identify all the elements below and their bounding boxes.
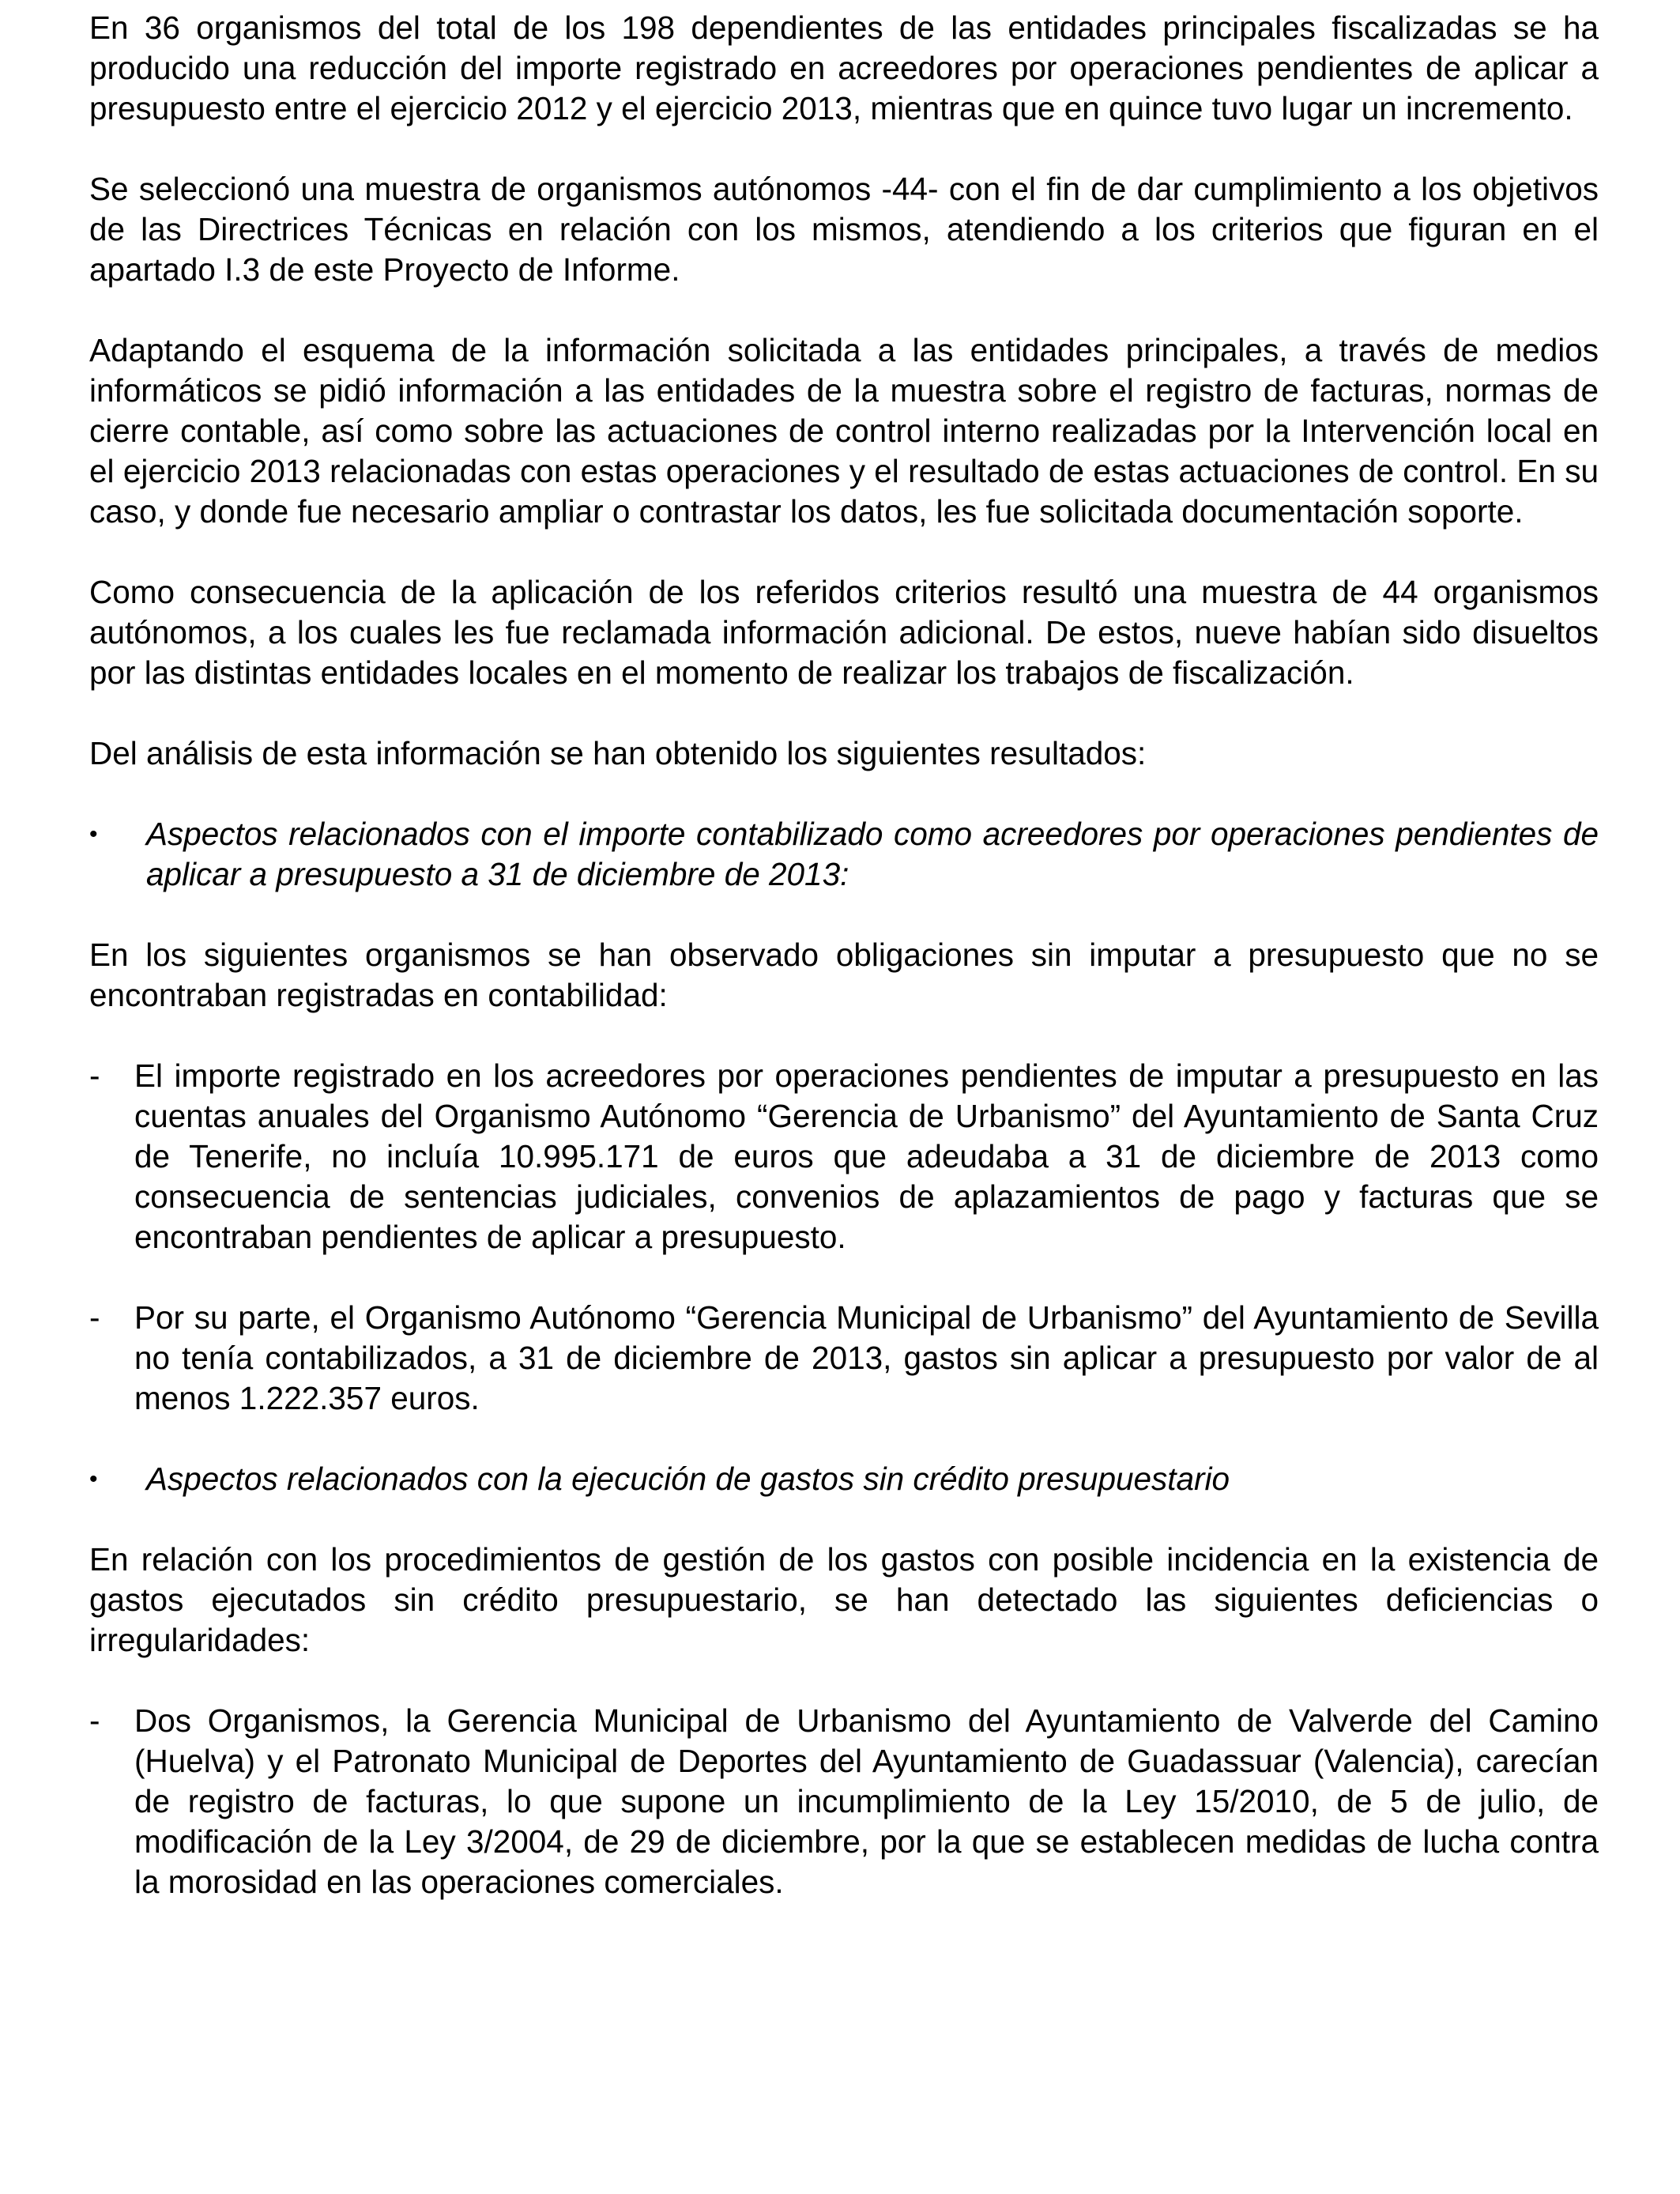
dash-list-item	[89, 1056, 1599, 1257]
bullet-marker: •	[89, 821, 98, 847]
document-page	[89, 8, 1599, 1943]
paragraph: Del análisis de esta información se han obtenido los siguientes resultados:	[89, 735, 1147, 771]
dash-item-text: Por su parte, el Organismo Autónomo “Gerencia Municipal de Urbanismo” del Ayuntamiento de Sevilla no tenía contabilizados, a 31 de diciembre de 2013, gastos sin aplicar a presupuesto por valor de al menos 1.222.357 euros.	[134, 1299, 1599, 1416]
paragraph: En 36 organismos del total de los 198 dependientes de las entidades principales fiscalizadas se ha producido una reducción del importe registrado en acreedores por operaciones pendientes de aplicar a presupuesto entre el ejercicio 2012 y el ejercicio 2013, mientras que en quince tuvo lugar un incremento.	[89, 9, 1599, 126]
bullet-text: Aspectos relacionados con la ejecución de gastos sin crédito presupuestario	[146, 1461, 1230, 1497]
dash-list-item	[89, 1298, 1599, 1419]
dash-marker: -	[89, 1702, 100, 1739]
paragraph: Como consecuencia de la aplicación de los referidos criterios resultó una muestra de 44 organismos autónomos, a los cuales les fue reclamada información adicional. De estos, nueve habían sido disueltos por las distintas entidades locales en el momento de realizar los trabajos de fiscalización.	[89, 574, 1599, 691]
paragraph: Adaptando el esquema de la información solicitada a las entidades principales, a través de medios informáticos se pidió información a las entidades de la muestra sobre el registro de facturas, normas de cierre contable, así como sobre las actuaciones de control interno realizadas por la Intervención local en el ejercicio 2013 relacionadas con estas operaciones y el resultado de estas actuaciones de control. En su caso, y donde fue necesario ampliar o contrastar los datos, les fue solicitada documentación soporte.	[89, 332, 1599, 530]
dash-marker: -	[89, 1299, 100, 1336]
bullet-marker: •	[89, 1466, 98, 1492]
dash-marker: -	[89, 1057, 100, 1094]
dash-list-item	[89, 1701, 1599, 1902]
bullet-text: Aspectos relacionados con el importe contabilizado como acreedores por operaciones pendientes de aplicar a presupuesto a 31 de diciembre de 2013:	[146, 816, 1599, 892]
paragraph: En los siguientes organismos se han observado obligaciones sin imputar a presupuesto que no se encontraban registradas en contabilidad:	[89, 937, 1599, 1013]
paragraph: En relación con los procedimientos de gestión de los gastos con posible incidencia en la existencia de gastos ejecutados sin crédito presupuestario, se han detectado las siguientes deficiencias o irregularidades:	[89, 1541, 1599, 1658]
bullet-item	[89, 814, 1599, 895]
dash-item-text: Dos Organismos, la Gerencia Municipal de Urbanismo del Ayuntamiento de Valverde del Camino (Huelva) y el Patronato Municipal de Deportes del Ayuntamiento de Guadassuar (Valencia), carecían de registro de facturas, lo que supone un incumplimiento de la Ley 15/2010, de 5 de julio, de modificación de la Ley 3/2004, de 29 de diciembre, por la que se establecen medidas de lucha contra la morosidad en las operaciones comerciales.	[134, 1702, 1599, 1900]
paragraph: Se seleccionó una muestra de organismos autónomos -44- con el fin de dar cumplimiento a los objetivos de las Directrices Técnicas en relación con los mismos, atendiendo a los criterios que figuran en el apartado I.3 de este Proyecto de Informe.	[89, 171, 1599, 288]
bullet-item	[89, 1459, 1599, 1499]
dash-item-text: El importe registrado en los acreedores por operaciones pendientes de imputar a presupuesto en las cuentas anuales del Organismo Autónomo “Gerencia de Urbanismo” del Ayuntamiento de Santa Cruz de Tenerife, no incluía 10.995.171 de euros que adeudaba a 31 de diciembre de 2013 como consecuencia de sentencias judiciales, convenios de aplazamientos de pago y facturas que se encontraban pendientes de aplicar a presupuesto.	[134, 1057, 1599, 1255]
